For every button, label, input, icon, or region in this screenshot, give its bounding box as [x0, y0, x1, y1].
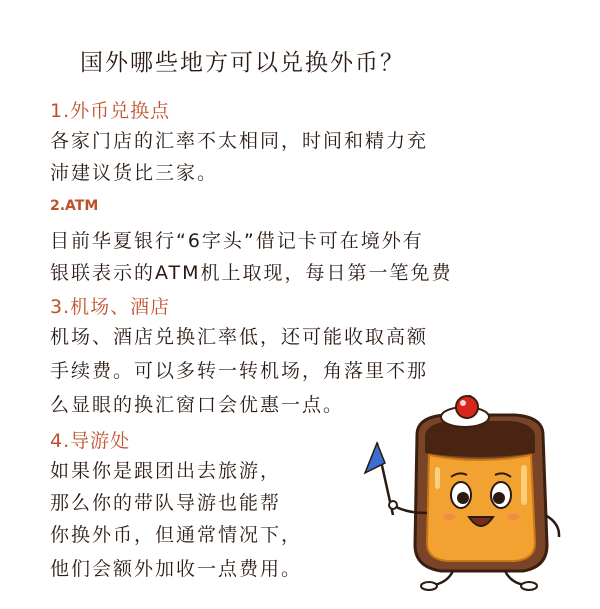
section-line: 那么你的带队导游也能帮: [50, 492, 282, 514]
section-line: 沛建议货比三家。: [50, 162, 219, 184]
section-heading-tour-guide: 4.导游处: [50, 430, 131, 452]
pudding-mascot-illustration: [355, 395, 575, 595]
section-line: 机场、酒店兑换汇率低，还可能收取高额: [50, 326, 429, 348]
section-heading-exchange-point: 1.外币兑换点: [50, 100, 171, 122]
section-line: 么显眼的换汇窗口会优惠一点。: [50, 394, 345, 416]
section-line: 目前华夏银行“6字头”借记卡可在境外有: [50, 230, 424, 252]
section-heading-atm: 2.ATM: [50, 198, 99, 214]
section-line: 他们会额外加收一点费用。: [50, 558, 303, 580]
section-line: 银联表示的ATM机上取现，每日第一笔免费: [50, 262, 453, 284]
section-line: 手续费。可以多转一转机场，角落里不那: [50, 360, 429, 382]
cherry-icon: [441, 395, 493, 427]
pudding-jar-icon: [415, 415, 547, 571]
section-heading-airport-hotel: 3.机场、酒店: [50, 296, 171, 318]
page-title: 国外哪些地方可以兑换外币？: [80, 50, 405, 76]
section-line: 各家门店的汇率不太相同，时间和精力充: [50, 130, 429, 152]
section-line: 你换外币，但通常情况下，: [50, 524, 303, 546]
section-line: 如果你是跟团出去旅游，: [50, 460, 282, 482]
